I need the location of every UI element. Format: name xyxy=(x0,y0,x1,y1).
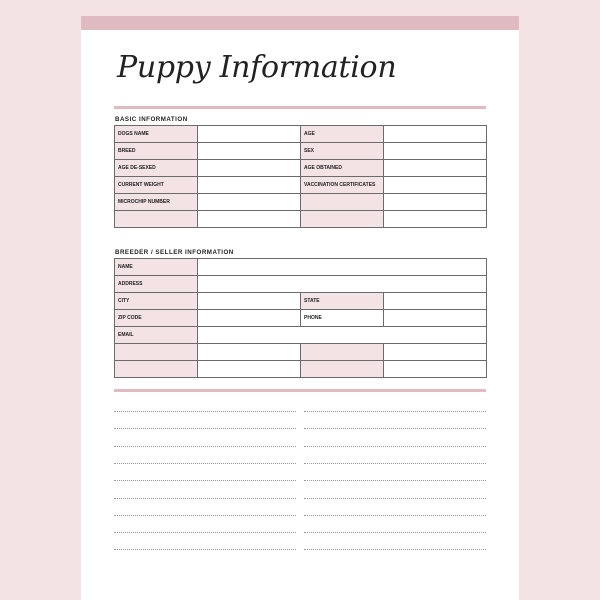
breeder-extra-label-left-1[interactable] xyxy=(115,344,198,361)
current-weight-field[interactable] xyxy=(198,177,301,194)
age-desexed-label: AGE DE-SEXED xyxy=(115,160,198,177)
sex-label: SEX xyxy=(301,143,384,160)
breeder-extra-field-left-2[interactable] xyxy=(198,361,301,378)
table-row xyxy=(115,259,487,276)
basic-info-table xyxy=(114,125,487,228)
notes-line-right[interactable] xyxy=(304,480,486,481)
notes-line-left[interactable] xyxy=(114,549,296,550)
state-field[interactable] xyxy=(384,293,487,310)
microchip-number-field[interactable] xyxy=(198,194,301,211)
notes-line-left[interactable] xyxy=(114,515,296,516)
notes-line-left[interactable] xyxy=(114,480,296,481)
notes-line-right[interactable] xyxy=(304,411,486,412)
planner-sheet xyxy=(81,16,519,600)
breeder-extra-label-left-2[interactable] xyxy=(115,361,198,378)
table-row xyxy=(115,160,487,177)
notes-line-left[interactable] xyxy=(114,532,296,533)
table-row xyxy=(115,194,487,211)
notes-line-left[interactable] xyxy=(114,428,296,429)
breeder-extra-label-right-2[interactable] xyxy=(301,361,384,378)
age-obtained-field[interactable] xyxy=(384,160,487,177)
vaccination-certificates-field[interactable] xyxy=(384,177,487,194)
zip-code-label: ZIP CODE xyxy=(115,310,198,327)
breeder-name-field[interactable] xyxy=(198,259,487,276)
age-label: AGE xyxy=(301,126,384,143)
table-row xyxy=(115,310,487,327)
table-row xyxy=(115,276,487,293)
dogs-name-label: DOGS NAME xyxy=(115,126,198,143)
phone-field[interactable] xyxy=(384,310,487,327)
breed-label: BREED xyxy=(115,143,198,160)
sex-field[interactable] xyxy=(384,143,487,160)
breeder-extra-field-right-1[interactable] xyxy=(384,344,487,361)
table-row xyxy=(115,126,487,143)
vaccination-certificates-label: VACCINATION CERTIFICATES xyxy=(301,177,384,194)
table-row xyxy=(115,177,487,194)
city-field[interactable] xyxy=(198,293,301,310)
email-label: EMAIL xyxy=(115,327,198,344)
extra-field-right-1[interactable] xyxy=(384,194,487,211)
phone-label: PHONE xyxy=(301,310,384,327)
table-row xyxy=(115,344,487,361)
notes-line-left[interactable] xyxy=(114,498,296,499)
notes-divider xyxy=(114,389,486,392)
microchip-number-label: MICROCHIP NUMBER xyxy=(115,194,198,211)
zip-code-field[interactable] xyxy=(198,310,301,327)
address-label: ADDRESS xyxy=(115,276,198,293)
notes-line-right[interactable] xyxy=(304,498,486,499)
breeder-name-label: NAME xyxy=(115,259,198,276)
table-row xyxy=(115,327,487,344)
age-obtained-label: AGE OBTAINED xyxy=(301,160,384,177)
current-weight-label: CURRENT WEIGHT xyxy=(115,177,198,194)
table-row xyxy=(115,361,487,378)
state-label: STATE xyxy=(301,293,384,310)
breed-field[interactable] xyxy=(198,143,301,160)
address-field[interactable] xyxy=(198,276,487,293)
table-row xyxy=(115,211,487,228)
notes-line-right[interactable] xyxy=(304,428,486,429)
dogs-name-field[interactable] xyxy=(198,126,301,143)
basic-info-heading: BASIC INFORMATION xyxy=(115,116,188,123)
breeder-info-heading: BREEDER / SELLER INFORMATION xyxy=(115,249,234,256)
notes-line-left[interactable] xyxy=(114,411,296,412)
email-field[interactable] xyxy=(198,327,487,344)
extra-field-right-2[interactable] xyxy=(384,211,487,228)
top-accent-band xyxy=(81,16,519,30)
extra-label-right-1[interactable] xyxy=(301,194,384,211)
notes-line-right[interactable] xyxy=(304,549,486,550)
notes-line-left[interactable] xyxy=(114,463,296,464)
extra-field-left[interactable] xyxy=(198,211,301,228)
extra-label-left[interactable] xyxy=(115,211,198,228)
page-title: Puppy Information xyxy=(117,50,397,85)
breeder-extra-label-right-1[interactable] xyxy=(301,344,384,361)
title-divider xyxy=(114,106,486,109)
notes-line-right[interactable] xyxy=(304,515,486,516)
notes-line-right[interactable] xyxy=(304,463,486,464)
age-desexed-field[interactable] xyxy=(198,160,301,177)
city-label: CITY xyxy=(115,293,198,310)
age-field[interactable] xyxy=(384,126,487,143)
notes-line-left[interactable] xyxy=(114,446,296,447)
breeder-extra-field-right-2[interactable] xyxy=(384,361,487,378)
notes-line-right[interactable] xyxy=(304,446,486,447)
breeder-info-table xyxy=(114,258,487,378)
table-row xyxy=(115,143,487,160)
breeder-extra-field-left-1[interactable] xyxy=(198,344,301,361)
notes-line-right[interactable] xyxy=(304,532,486,533)
table-row xyxy=(115,293,487,310)
extra-label-right-2[interactable] xyxy=(301,211,384,228)
